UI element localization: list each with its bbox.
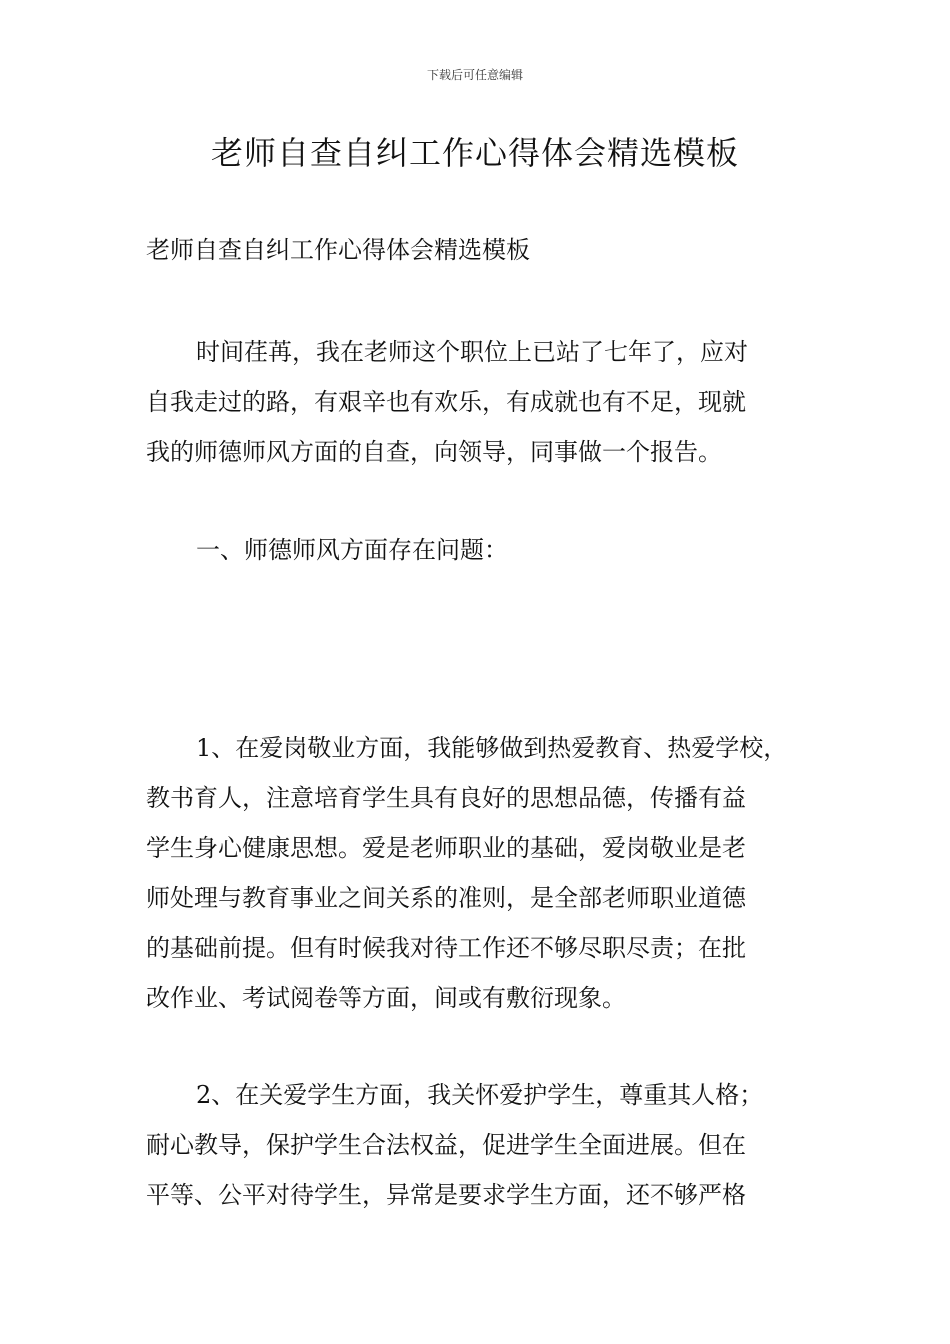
paragraph-line: 我的师德师风方面的自查，向领导，同事做一个报告。 [146, 438, 722, 466]
paragraph-line: 2、在关爱学生方面，我关怀爱护学生，尊重其人格； [196, 1081, 764, 1109]
section-heading-text: 一、师德师风方面存在问题： [196, 536, 508, 564]
paragraph-line: 1、在爱岗敬业方面，我能够做到热爱教育、热爱学校， [196, 734, 788, 762]
paragraph-intro [146, 327, 811, 477]
paragraph-line: 学生身心健康思想。爱是老师职业的基础，爱岗敬业是老 [146, 834, 746, 862]
header-note: 下载后可任意编辑 [426, 68, 523, 82]
section-heading [146, 525, 811, 575]
paragraph-item-2 [146, 1070, 811, 1220]
paragraph-line: 平等、公平对待学生，异常是要求学生方面，还不够严格 [146, 1181, 746, 1209]
paragraph-line: 耐心教导，保护学生合法权益，促进学生全面进展。但在 [146, 1131, 746, 1159]
paragraph-line: 师处理与教育事业之间关系的准则，是全部老师职业道德 [146, 884, 746, 912]
document-subtitle: 老师自查自纠工作心得体会精选模板 [146, 236, 530, 264]
paragraph-line: 改作业、考试阅卷等方面，间或有敷衍现象。 [146, 984, 626, 1012]
paragraph-line: 时间荏苒，我在老师这个职位上已站了七年了，应对 [196, 338, 748, 366]
paragraph-line: 教书育人，注意培育学生具有良好的思想品德，传播有益 [146, 784, 746, 812]
document-title: 老师自查自纠工作心得体会精选模板 [210, 134, 739, 172]
paragraph-line: 的基础前提。但有时候我对待工作还不够尽职尽责；在批 [146, 934, 746, 962]
paragraph-line: 自我走过的路，有艰辛也有欢乐，有成就也有不足，现就 [146, 388, 746, 416]
paragraph-item-1 [146, 723, 811, 1023]
